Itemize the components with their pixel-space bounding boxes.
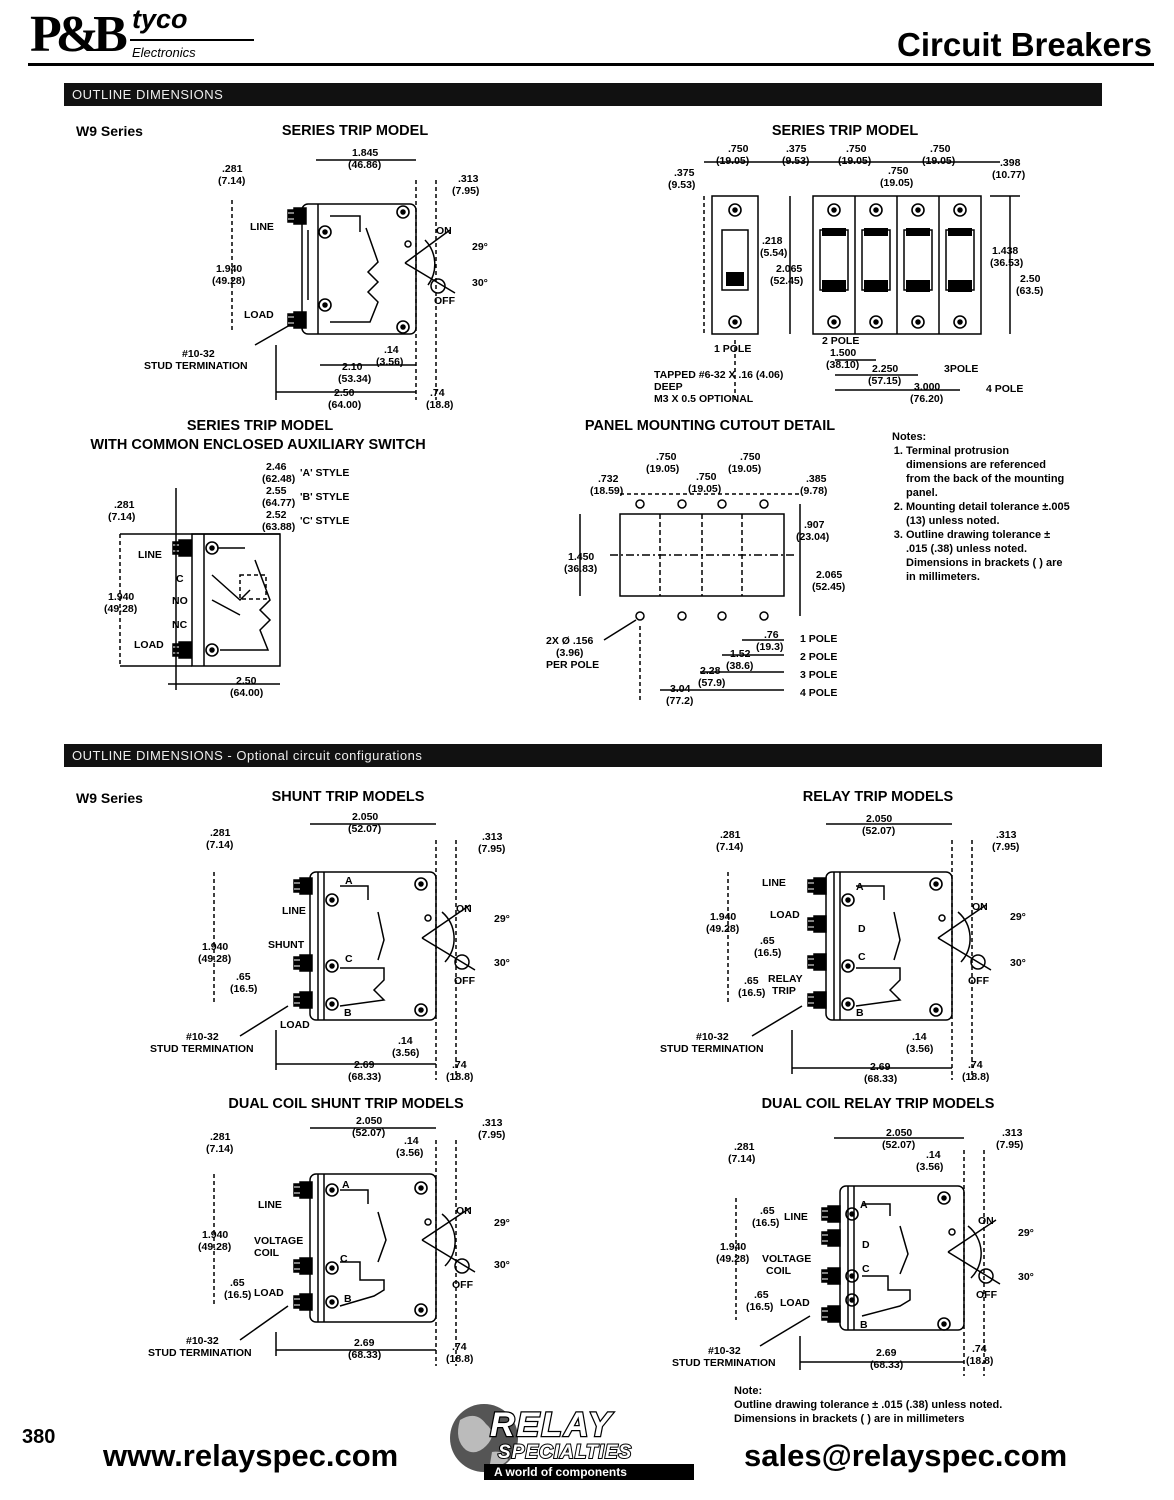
dim-text: .74 <box>972 1343 987 1355</box>
label-hole: PER POLE <box>546 659 600 671</box>
dim-text: (49.28) <box>198 953 232 965</box>
dim-text: (7.95) <box>992 841 1020 853</box>
title-panel-cutout: PANEL MOUNTING CUTOUT DETAIL <box>584 418 836 434</box>
dim-text: 1.940 <box>202 941 229 953</box>
dim-text: (52.07) <box>352 1127 386 1139</box>
dim-text: .750 <box>740 451 761 463</box>
label-angle: 30° <box>1010 957 1026 969</box>
dim-text: 2.50 <box>236 675 257 687</box>
label-angle: 30° <box>494 957 510 969</box>
dim-text: .750 <box>846 143 867 155</box>
dim-text: (19.05) <box>880 177 914 189</box>
dim-text: (3.56) <box>396 1147 424 1159</box>
dim-text: (68.33) <box>870 1359 904 1371</box>
label-b: B <box>344 1293 352 1305</box>
label-hole: 2X Ø .156 <box>546 635 594 647</box>
title-aux-1: SERIES TRIP MODEL <box>186 418 334 434</box>
dim-text: (52.45) <box>812 581 846 593</box>
label-stud: #10-32 <box>186 1031 219 1043</box>
dim-text: .907 <box>804 519 825 531</box>
dim-text: .281 <box>222 163 243 175</box>
label-line: LINE <box>138 549 162 561</box>
label-b: B <box>344 1007 352 1019</box>
email-link[interactable]: sales@relayspec.com <box>744 1438 1068 1473</box>
label-stud: #10-32 <box>708 1345 741 1357</box>
dim-text: (64.77) <box>262 497 296 509</box>
label-line: LINE <box>258 1199 282 1211</box>
label-pole: 4 POLE <box>800 687 838 699</box>
dim-text: 2.52 <box>266 509 287 521</box>
label-c: C <box>345 953 353 965</box>
dim-text: 2.050 <box>886 1127 913 1139</box>
dim-text: 1.940 <box>710 911 737 923</box>
label-line: LINE <box>784 1211 808 1223</box>
dim-text: .750 <box>656 451 677 463</box>
dim-text: (16.5) <box>752 1217 780 1229</box>
label-load: LOAD <box>280 1019 310 1031</box>
dim-text: .281 <box>114 499 135 511</box>
dim-text: (68.33) <box>864 1073 898 1085</box>
dim-text: .281 <box>720 829 741 841</box>
dim-text: 1.940 <box>216 263 243 275</box>
diagram-shunt <box>214 824 475 1080</box>
dim-text: (63.88) <box>262 521 296 533</box>
dim-text: .313 <box>482 1117 503 1129</box>
dim-text: (53.34) <box>338 373 372 385</box>
dim-text: (19.05) <box>922 155 956 167</box>
label-relay: TRIP <box>772 985 796 997</box>
dim-text: .14 <box>404 1135 419 1147</box>
label-on: ON <box>456 903 472 915</box>
label-tapped: DEEP <box>654 381 683 393</box>
dim-text: (7.14) <box>206 1143 234 1155</box>
dim-text: .375 <box>786 143 807 155</box>
dim-text: 'C' STYLE <box>300 515 350 527</box>
dim-text: (9.78) <box>800 485 828 497</box>
title-dual-shunt: DUAL COIL SHUNT TRIP MODELS <box>228 1096 464 1112</box>
dim-text: .65 <box>760 935 775 947</box>
dual-relay-labels <box>672 1127 1034 1371</box>
dim-text: 2.69 <box>354 1337 375 1349</box>
label-a: A <box>345 875 353 887</box>
label-nc: NC <box>172 619 188 631</box>
page-number: 380 <box>22 1426 56 1448</box>
dim-text: (3.56) <box>392 1047 420 1059</box>
label-load: LOAD <box>244 309 274 321</box>
dim-text: .375 <box>674 167 695 179</box>
dim-text: 1.940 <box>202 1229 229 1241</box>
dim-text: (68.33) <box>348 1071 382 1083</box>
dim-text: (49.28) <box>716 1253 750 1265</box>
dim-text: (64.00) <box>230 687 264 699</box>
dim-text: .281 <box>734 1141 755 1153</box>
label-stud: STUD TERMINATION <box>150 1043 254 1055</box>
dim-text: (7.14) <box>206 839 234 851</box>
dim-text: (19.05) <box>716 155 750 167</box>
dim-text: .65 <box>754 1289 769 1301</box>
electronics-label: Electronics <box>132 45 196 60</box>
dim-text: 2.50 <box>334 387 355 399</box>
note-item: 1. Terminal protrusion dimensions are referenced from the back of the mounting panel. <box>906 444 1072 500</box>
dim-text: 2.050 <box>866 813 893 825</box>
dim-text: (57.15) <box>868 375 902 387</box>
dim-text: (3.56) <box>906 1043 934 1055</box>
dim-text: (36.53) <box>990 257 1024 269</box>
label-stud: STUD TERMINATION <box>144 360 248 372</box>
dim-text: (16.5) <box>230 983 258 995</box>
dim-text: 1.500 <box>830 347 857 359</box>
dim-text: (18.8) <box>966 1355 994 1367</box>
dim-text: (16.5) <box>754 947 782 959</box>
label-off: OFF <box>968 975 989 987</box>
diagram-panel-cutout <box>580 494 800 700</box>
dim-text: (52.07) <box>348 823 382 835</box>
dim-text: .218 <box>762 235 783 247</box>
dim-text: (19.05) <box>728 463 762 475</box>
dim-text: .313 <box>1002 1127 1023 1139</box>
label-relay: RELAY <box>768 973 803 985</box>
label-coil: COIL <box>766 1265 792 1277</box>
dim-text: .398 <box>1000 157 1021 169</box>
label-coil: COIL <box>254 1247 280 1259</box>
title-series-trip-multi: SERIES TRIP MODEL <box>771 123 919 139</box>
dim-text: (49.28) <box>198 1241 232 1253</box>
dim-text: 2.250 <box>872 363 899 375</box>
dim-text: (7.95) <box>478 1129 506 1141</box>
dim-text: (7.95) <box>996 1139 1024 1151</box>
dim-text: .65 <box>744 975 759 987</box>
dim-text: (49.28) <box>212 275 246 287</box>
dim-text: (18.8) <box>426 399 454 411</box>
dim-text: .750 <box>728 143 749 155</box>
relay-labels <box>660 813 1026 1085</box>
dim-text: (18.8) <box>446 1353 474 1365</box>
dim-text: 3.04 <box>670 683 691 695</box>
dim-text: 2.69 <box>354 1059 375 1071</box>
label-d: D <box>858 923 866 935</box>
logo-tagline: A world of components <box>494 1465 627 1479</box>
label-stud: STUD TERMINATION <box>660 1043 764 1055</box>
label-shunt: SHUNT <box>268 939 305 951</box>
label-angle: 30° <box>1018 1271 1034 1283</box>
dim-text: (5.54) <box>760 247 788 259</box>
dim-text: 2.69 <box>870 1061 891 1073</box>
label-on: ON <box>456 1205 472 1217</box>
label-tapped: M3 X 0.5 OPTIONAL <box>654 393 754 405</box>
label-c: C <box>340 1253 348 1265</box>
title-shunt: SHUNT TRIP MODELS <box>271 789 425 805</box>
label-a: A <box>342 1179 350 1191</box>
bottom-note-line: Outline drawing tolerance ± .015 (.38) unless noted. <box>734 1399 1003 1411</box>
label-a: A <box>860 1199 868 1211</box>
dim-text: (9.53) <box>668 179 696 191</box>
label-stud: #10-32 <box>696 1031 729 1043</box>
dim-text: .750 <box>696 471 717 483</box>
label-line: LINE <box>762 877 786 889</box>
dim-text: (10.77) <box>992 169 1026 181</box>
dim-text: (16.5) <box>224 1289 252 1301</box>
label-b: B <box>860 1319 868 1331</box>
series-label: W9 Series <box>76 123 143 139</box>
dim-text: 1.940 <box>720 1241 747 1253</box>
label-angle: 30° <box>494 1259 510 1271</box>
dim-text: (46.86) <box>348 159 382 171</box>
dim-text: .14 <box>384 344 399 356</box>
label-angle: 29° <box>1010 911 1026 923</box>
label-load: LOAD <box>134 639 164 651</box>
label-pole: 1 POLE <box>714 343 752 355</box>
label-c: C <box>858 951 866 963</box>
dim-text: (18.59) <box>590 485 624 497</box>
label-line: LINE <box>282 905 306 917</box>
dim-text: (19.05) <box>688 483 722 495</box>
dim-text: 3.000 <box>914 381 941 393</box>
dim-text: (7.95) <box>452 185 480 197</box>
dim-text: (19.3) <box>756 641 784 653</box>
label-angle: 29° <box>472 241 488 253</box>
dim-text: (63.5) <box>1016 285 1044 297</box>
dim-text: (7.14) <box>716 841 744 853</box>
label-stud: STUD TERMINATION <box>148 1347 252 1359</box>
dim-text: .732 <box>598 473 619 485</box>
title-dual-relay: DUAL COIL RELAY TRIP MODELS <box>761 1096 995 1112</box>
dim-text: (57.9) <box>698 677 726 689</box>
logo-text-relay: RELAY <box>490 1406 613 1444</box>
dim-text: (77.2) <box>666 695 694 707</box>
dim-text: 2.10 <box>342 361 363 373</box>
label-off: OFF <box>452 1279 473 1291</box>
dim-text: (19.05) <box>838 155 872 167</box>
label-pole: 2 POLE <box>800 651 838 663</box>
page-title: Circuit Breakers <box>897 26 1152 63</box>
label-off: OFF <box>976 1289 997 1301</box>
dim-text: (16.5) <box>738 987 766 999</box>
label-pole: 3POLE <box>944 363 979 375</box>
label-line: LINE <box>250 221 274 233</box>
relay-specialties-logo <box>446 1400 696 1485</box>
note-item: 3. Outline drawing tolerance ± .015 (.38) unless noted. Dimensions in brackets ( ) are in millimeters. <box>906 528 1072 584</box>
label-off: OFF <box>434 295 455 307</box>
pb-logo: P&B <box>30 6 122 63</box>
label-load: LOAD <box>780 1297 810 1309</box>
label-pole: 1 POLE <box>800 633 838 645</box>
dim-text: 2.50 <box>1020 273 1041 285</box>
dim-text: 2.050 <box>352 811 379 823</box>
dim-text: (9.53) <box>782 155 810 167</box>
tyco-logo: tyco <box>132 4 188 34</box>
dim-text: .14 <box>398 1035 413 1047</box>
dim-text: 1.438 <box>992 245 1019 257</box>
section-band-outline: OUTLINE DIMENSIONS <box>64 83 1102 106</box>
label-tapped: TAPPED #6-32 X .16 (4.06) <box>654 369 784 381</box>
bottom-note-title: Note: <box>734 1385 763 1397</box>
series-label-2: W9 Series <box>76 790 143 806</box>
dim-text: .750 <box>888 165 909 177</box>
dim-text: (49.28) <box>104 603 138 615</box>
label-on: ON <box>978 1215 994 1227</box>
dim-text: (19.05) <box>646 463 680 475</box>
dim-text: .281 <box>210 1131 231 1143</box>
dim-text: 2.065 <box>776 263 803 275</box>
dim-text: (52.45) <box>770 275 804 287</box>
label-angle: 29° <box>494 913 510 925</box>
dim-text: 2.28 <box>700 665 721 677</box>
label-b: B <box>856 1007 864 1019</box>
label-no: NO <box>172 595 188 607</box>
section-band-optional: OUTLINE DIMENSIONS - Optional circuit configurations <box>64 744 1102 767</box>
title-aux-2: WITH COMMON ENCLOSED AUXILIARY SWITCH <box>90 437 426 453</box>
dim-text: (52.07) <box>882 1139 916 1151</box>
dim-text: 1.52 <box>730 648 751 660</box>
dim-text: 'A' STYLE <box>300 467 350 479</box>
label-stud: #10-32 <box>182 348 215 360</box>
dim-text: (7.14) <box>108 511 136 523</box>
label-d: D <box>862 1239 870 1251</box>
note-item: 2. Mounting detail tolerance ±.005 (13) unless noted. <box>906 500 1072 528</box>
dim-text: (76.20) <box>910 393 944 405</box>
dim-text: (3.56) <box>916 1161 944 1173</box>
dim-text: 2.050 <box>356 1115 383 1127</box>
dim-text: (3.56) <box>376 356 404 368</box>
dim-text: (62.48) <box>262 473 296 485</box>
dim-text: .65 <box>230 1277 245 1289</box>
label-stud: STUD TERMINATION <box>672 1357 776 1369</box>
notes-title: Notes: <box>892 431 927 443</box>
dim-text: .14 <box>926 1149 941 1161</box>
label-pole: 4 POLE <box>986 383 1024 395</box>
label-on: ON <box>436 225 452 237</box>
dim-text: .74 <box>452 1059 467 1071</box>
dim-text: 1.450 <box>568 551 595 563</box>
dim-text: .14 <box>912 1031 927 1043</box>
dim-text: .313 <box>996 829 1017 841</box>
label-c: C <box>176 573 184 585</box>
label-angle: 29° <box>494 1217 510 1229</box>
dim-text: (7.95) <box>478 843 506 855</box>
label-hole: (3.96) <box>556 647 584 659</box>
dim-text: (7.14) <box>218 175 246 187</box>
series-trip-aux-dims <box>104 461 349 699</box>
dim-text: .74 <box>430 387 445 399</box>
dim-text: 2.55 <box>266 485 287 497</box>
dim-text: .76 <box>764 629 779 641</box>
title-relay: RELAY TRIP MODELS <box>802 789 954 805</box>
dim-text: 1.940 <box>108 591 135 603</box>
dim-text: .74 <box>968 1059 983 1071</box>
dim-text: (64.00) <box>328 399 362 411</box>
dim-text: (18.8) <box>446 1071 474 1083</box>
dim-text: (7.14) <box>728 1153 756 1165</box>
dim-text: .750 <box>930 143 951 155</box>
label-voltage: VOLTAGE <box>254 1235 304 1247</box>
label-load: LOAD <box>770 909 800 921</box>
dim-text: .385 <box>806 473 827 485</box>
dim-text: .65 <box>760 1205 775 1217</box>
label-a: A <box>856 881 864 893</box>
dim-text: (36.83) <box>564 563 598 575</box>
dim-text: (23.04) <box>796 531 830 543</box>
dim-text: .65 <box>236 971 251 983</box>
dim-text: .74 <box>452 1341 467 1353</box>
label-on: ON <box>972 901 988 913</box>
dim-text: (16.5) <box>746 1301 774 1313</box>
dim-text: (18.8) <box>962 1071 990 1083</box>
label-pole: 3 POLE <box>800 669 838 681</box>
dim-text: 2.46 <box>266 461 287 473</box>
dim-text: (68.33) <box>348 1349 382 1361</box>
dim-text: .281 <box>210 827 231 839</box>
label-off: OFF <box>454 975 475 987</box>
dim-text: (49.28) <box>706 923 740 935</box>
website-link[interactable]: www.relayspec.com <box>103 1438 399 1473</box>
label-pole: 2 POLE <box>822 335 860 347</box>
dim-text: 'B' STYLE <box>300 491 350 503</box>
label-stud: #10-32 <box>186 1335 219 1347</box>
dim-text: 2.065 <box>816 569 843 581</box>
dim-text: (38.10) <box>826 359 860 371</box>
dim-text: .313 <box>482 831 503 843</box>
label-load: LOAD <box>254 1287 284 1299</box>
label-angle: 29° <box>1018 1227 1034 1239</box>
title-series-trip: SERIES TRIP MODEL <box>281 123 429 139</box>
dim-text: (52.07) <box>862 825 896 837</box>
label-voltage: VOLTAGE <box>762 1253 812 1265</box>
label-c: C <box>862 1263 870 1275</box>
logo-text-specialties: SPECIALTIES <box>498 1442 633 1463</box>
bottom-note-line: Dimensions in brackets ( ) are in millimeters <box>734 1413 965 1425</box>
label-angle: 30° <box>472 277 488 289</box>
dim-text: 1.845 <box>352 147 379 159</box>
dim-text: (38.6) <box>726 660 754 672</box>
diagram-series-trip-aux <box>120 488 280 690</box>
dim-text: 2.69 <box>876 1347 897 1359</box>
dim-text: .313 <box>458 173 479 185</box>
